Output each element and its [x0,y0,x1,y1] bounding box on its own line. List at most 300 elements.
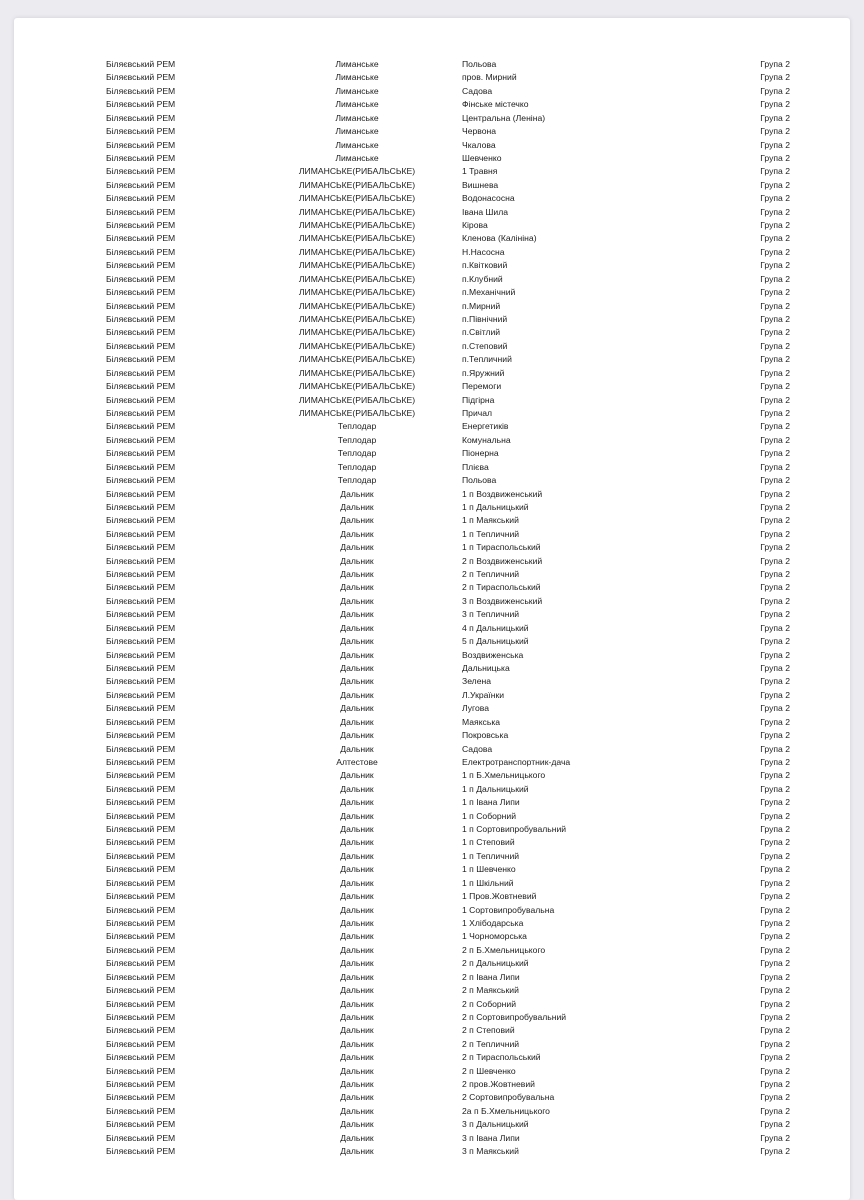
group-cell: Група 2 [760,1052,790,1063]
street-cell: 1 Травня [462,166,498,177]
settlement-cell: Теплодар [337,475,377,486]
table-row [14,1132,850,1145]
street-cell: п.Тепличний [462,354,512,365]
rem-cell: Біляєвський РЕМ [106,515,176,526]
settlement-cell: Теплодар [337,434,377,445]
settlement-cell: Дальник [340,958,374,969]
group-cell: Група 2 [760,783,790,794]
settlement-cell: Лиманське [335,85,379,96]
table-row [14,1011,850,1024]
settlement-cell: Дальник [340,528,374,539]
settlement-cell: Дальник [340,931,374,942]
table-row [14,729,850,742]
rem-cell: Біляєвський РЕМ [106,287,176,298]
street-cell: Івана Шила [462,206,509,217]
settlement-cell: Дальник [340,850,374,861]
table-row [14,810,850,823]
group-cell: Група 2 [760,850,790,861]
group-cell: Група 2 [760,515,790,526]
table-row [14,447,850,460]
table-row [14,1145,850,1158]
table-row [14,649,850,662]
table-row [14,998,850,1011]
street-cell: 2 пров.Жовтневий [462,1079,535,1090]
settlement-cell: Дальник [340,595,374,606]
street-cell: 1 п Шкільний [462,877,514,888]
outage-table [14,58,850,1159]
street-cell: 1 п Тепличний [462,528,520,539]
settlement-cell: Теплодар [337,461,377,472]
settlement-cell: Дальник [340,609,374,620]
table-row [14,152,850,165]
rem-cell: Біляєвський РЕМ [106,944,176,955]
group-cell: Група 2 [760,1092,790,1103]
group-cell: Група 2 [760,166,790,177]
street-cell: п.Степовий [462,340,508,351]
rem-cell: Біляєвський РЕМ [106,126,176,137]
street-cell: Кірова [462,220,488,231]
group-cell: Група 2 [760,756,790,767]
rem-cell: Біляєвський РЕМ [106,72,176,83]
group-cell: Група 2 [760,998,790,1009]
settlement-cell: Дальник [340,501,374,512]
settlement-cell: Дальник [340,1146,374,1157]
group-cell: Група 2 [760,126,790,137]
table-row [14,689,850,702]
group-cell: Група 2 [760,260,790,271]
street-cell: 2 п Б.Хмельницького [462,944,546,955]
settlement-cell: Дальник [340,944,374,955]
street-cell: пров. Мирний [462,72,517,83]
street-cell: Електротранспортник-дача [462,756,571,767]
street-cell: 3 п Дальницький [462,1119,529,1130]
table-row [14,380,850,393]
settlement-cell: ЛИМАНСЬКЕ(РИБАЛЬСЬКЕ) [298,193,416,204]
street-cell: п.Північний [462,314,508,325]
rem-cell: Біляєвський РЕМ [106,850,176,861]
street-cell: 2 п Тираспольський [462,582,541,593]
settlement-cell: Дальник [340,730,374,741]
group-cell: Група 2 [760,985,790,996]
settlement-cell: Дальник [340,582,374,593]
table-row [14,367,850,380]
settlement-cell: ЛИМАНСЬКЕ(РИБАЛЬСЬКЕ) [298,166,416,177]
table-row [14,528,850,541]
table-row [14,823,850,836]
settlement-cell: Дальник [340,1038,374,1049]
group-cell: Група 2 [760,287,790,298]
rem-cell: Біляєвський РЕМ [106,797,176,808]
rem-cell: Біляєвський РЕМ [106,662,176,673]
rem-cell: Біляєвський РЕМ [106,609,176,620]
street-cell: 1 п Сортовипробувальний [462,824,567,835]
rem-cell: Біляєвський РЕМ [106,273,176,284]
street-cell: Перемоги [462,381,502,392]
street-cell: 1 п Шевченко [462,864,516,875]
table-row [14,85,850,98]
street-cell: Фінське містечко [462,99,529,110]
table-row [14,300,850,313]
table-row [14,273,850,286]
rem-cell: Біляєвський РЕМ [106,179,176,190]
street-cell: Воздвиженська [462,649,524,660]
table-row [14,608,850,621]
settlement-cell: ЛИМАНСЬКЕ(РИБАЛЬСЬКЕ) [298,206,416,217]
group-cell: Група 2 [760,636,790,647]
group-cell: Група 2 [760,944,790,955]
group-cell: Група 2 [760,555,790,566]
table-row [14,1024,850,1037]
street-cell: Червона [462,126,497,137]
table-row [14,1038,850,1051]
rem-cell: Біляєвський РЕМ [106,394,176,405]
settlement-cell: Дальник [340,689,374,700]
settlement-cell: Дальник [340,918,374,928]
street-cell: 1 п Тепличний [462,850,520,861]
group-cell: Група 2 [760,488,790,499]
table-row [14,246,850,259]
settlement-cell: ЛИМАНСЬКЕ(РИБАЛЬСЬКЕ) [298,260,416,271]
table-row [14,984,850,997]
group-cell: Група 2 [760,662,790,673]
group-cell: Група 2 [760,730,790,741]
group-cell: Група 2 [760,233,790,244]
rem-cell: Біляєвський РЕМ [106,783,176,794]
rem-cell: Біляєвський РЕМ [106,327,176,338]
street-cell: п.Квітковий [462,260,508,271]
rem-cell: Біляєвський РЕМ [106,1052,176,1063]
table-row [14,743,850,756]
settlement-cell: Дальник [340,649,374,660]
settlement-cell: ЛИМАНСЬКЕ(РИБАЛЬСЬКЕ) [298,233,416,244]
rem-cell: Біляєвський РЕМ [106,649,176,660]
table-row [14,98,850,111]
group-cell: Група 2 [760,877,790,888]
street-cell: 2 п Дальницький [462,958,529,969]
settlement-cell: Дальник [340,1132,374,1143]
rem-cell: Біляєвський РЕМ [106,1079,176,1090]
settlement-cell: Дальник [340,676,374,687]
table-row [14,1065,850,1078]
group-cell: Група 2 [760,864,790,875]
rem-cell: Біляєвський РЕМ [106,1132,176,1143]
group-cell: Група 2 [760,528,790,539]
table-row [14,541,850,554]
street-cell: Польова [462,59,497,69]
group-cell: Група 2 [760,837,790,848]
street-cell: Причал [462,407,493,418]
street-cell: Плієва [462,461,489,472]
settlement-cell: Дальник [340,783,374,794]
street-cell: 2 п Соборний [462,998,517,1009]
settlement-cell: Дальник [340,703,374,714]
rem-cell: Біляєвський РЕМ [106,1119,176,1130]
table-row [14,971,850,984]
street-cell: 3 п Маякський [462,1146,519,1157]
street-cell: Вишнева [462,179,499,190]
table-row [14,1051,850,1064]
rem-cell: Біляєвський РЕМ [106,770,176,781]
group-cell: Група 2 [760,582,790,593]
group-cell: Група 2 [760,139,790,150]
settlement-cell: ЛИМАНСЬКЕ(РИБАЛЬСЬКЕ) [298,273,416,284]
table-row [14,488,850,501]
street-cell: 2 п Маякський [462,985,519,996]
settlement-cell: Дальник [340,810,374,821]
group-cell: Група 2 [760,220,790,231]
street-cell: Л.Українки [462,689,505,700]
group-cell: Група 2 [760,475,790,486]
group-cell: Група 2 [760,112,790,123]
rem-cell: Біляєвський РЕМ [106,582,176,593]
table-row [14,783,850,796]
table-row [14,917,850,930]
group-cell: Група 2 [760,1011,790,1022]
street-cell: 2 п Тираспольський [462,1052,541,1063]
rem-cell: Біляєвський РЕМ [106,461,176,472]
rem-cell: Біляєвський РЕМ [106,1146,176,1157]
group-cell: Група 2 [760,542,790,553]
settlement-cell: Лиманське [335,139,379,150]
table-row [14,568,850,581]
settlement-cell: Дальник [340,1052,374,1063]
table-row [14,702,850,715]
group-cell: Група 2 [760,434,790,445]
rem-cell: Біляєвський РЕМ [106,730,176,741]
settlement-cell: Дальник [340,1065,374,1076]
table-row [14,58,850,71]
group-cell: Група 2 [760,300,790,311]
rem-cell: Біляєвський РЕМ [106,1011,176,1022]
street-cell: Польова [462,475,497,486]
rem-cell: Біляєвський РЕМ [106,314,176,325]
rem-cell: Біляєвський РЕМ [106,877,176,888]
settlement-cell: ЛИМАНСЬКЕ(РИБАЛЬСЬКЕ) [298,287,416,298]
rem-cell: Біляєвський РЕМ [106,918,176,928]
table-row [14,394,850,407]
street-cell: 1 п Воздвиженський [462,488,543,499]
table-row [14,662,850,675]
table-row [14,1118,850,1131]
street-cell: п.Клубний [462,273,503,284]
settlement-cell: ЛИМАНСЬКЕ(РИБАЛЬСЬКЕ) [298,300,416,311]
street-cell: 2 п Сортовипробувальний [462,1011,567,1022]
settlement-cell: Дальник [340,891,374,902]
settlement-cell: Дальник [340,770,374,781]
rem-cell: Біляєвський РЕМ [106,407,176,418]
rem-cell: Біляєвський РЕМ [106,421,176,432]
street-cell: 1 п Дальницький [462,783,529,794]
street-cell: 1 Хлібодарська [462,918,524,928]
group-cell: Група 2 [760,676,790,687]
rem-cell: Біляєвський РЕМ [106,152,176,163]
settlement-cell: Дальник [340,1119,374,1130]
group-cell: Група 2 [760,354,790,365]
street-cell: Водонасосна [462,193,515,204]
rem-cell: Біляєвський РЕМ [106,971,176,982]
street-cell: Енергетиків [462,421,509,432]
street-cell: 1 Чорноморська [462,931,527,942]
settlement-cell: Теплодар [337,448,377,459]
settlement-cell: Дальник [340,824,374,835]
street-cell: 3 п Тепличний [462,609,520,620]
group-cell: Група 2 [760,1119,790,1130]
street-cell: Піонерна [462,448,499,459]
group-cell: Група 2 [760,931,790,942]
settlement-cell: Дальник [340,1092,374,1103]
table-row [14,836,850,849]
rem-cell: Біляєвський РЕМ [106,112,176,123]
group-cell: Група 2 [760,609,790,620]
settlement-cell: Дальник [340,904,374,915]
table-row [14,353,850,366]
street-cell: 1 п Соборний [462,810,517,821]
settlement-cell: Дальник [340,662,374,673]
group-cell: Група 2 [760,461,790,472]
rem-cell: Біляєвський РЕМ [106,206,176,217]
settlement-cell: Лиманське [335,99,379,110]
settlement-cell: Дальник [340,515,374,526]
group-cell: Група 2 [760,958,790,969]
group-cell: Група 2 [760,904,790,915]
table-row [14,461,850,474]
group-cell: Група 2 [760,971,790,982]
group-cell: Група 2 [760,59,790,69]
rem-cell: Біляєвський РЕМ [106,542,176,553]
table-row [14,622,850,635]
group-cell: Група 2 [760,649,790,660]
rem-cell: Біляєвський РЕМ [106,1092,176,1103]
street-cell: 1 п Тираспольський [462,542,541,553]
group-cell: Група 2 [760,1065,790,1076]
table-row [14,1105,850,1118]
table-row [14,850,850,863]
street-cell: Покровська [462,730,509,741]
rem-cell: Біляєвський РЕМ [106,985,176,996]
rem-cell: Біляєвський РЕМ [106,569,176,580]
rem-cell: Біляєвський РЕМ [106,475,176,486]
group-cell: Група 2 [760,99,790,110]
table-row [14,1078,850,1091]
settlement-cell: ЛИМАНСЬКЕ(РИБАЛЬСЬКЕ) [298,220,416,231]
table-row [14,125,850,138]
settlement-cell: Алтестове [336,756,378,767]
street-cell: 1 п Б.Хмельницького [462,770,546,781]
street-cell: 2а п Б.Хмельницького [462,1105,550,1116]
street-cell: 2 п Степовий [462,1025,515,1036]
table-row [14,192,850,205]
settlement-cell: Дальник [340,837,374,848]
street-cell: Комунальна [462,434,511,445]
rem-cell: Біляєвський РЕМ [106,220,176,231]
group-cell: Група 2 [760,1146,790,1157]
settlement-cell: Дальник [340,1079,374,1090]
document-page [14,18,850,1200]
rem-cell: Біляєвський РЕМ [106,1065,176,1076]
street-cell: 3 п Воздвиженський [462,595,543,606]
rem-cell: Біляєвський РЕМ [106,837,176,848]
rem-cell: Біляєвський РЕМ [106,434,176,445]
settlement-cell: Теплодар [337,421,377,432]
table-row [14,957,850,970]
settlement-cell: Дальник [340,998,374,1009]
group-cell: Група 2 [760,72,790,83]
group-cell: Група 2 [760,1105,790,1116]
settlement-cell: Дальник [340,716,374,727]
street-cell: 2 п Івана Липи [462,971,520,982]
street-cell: п.Мирний [462,300,501,311]
rem-cell: Біляєвський РЕМ [106,340,176,351]
rem-cell: Біляєвський РЕМ [106,931,176,942]
rem-cell: Біляєвський РЕМ [106,743,176,754]
table-row [14,716,850,729]
rem-cell: Біляєвський РЕМ [106,448,176,459]
table-row [14,904,850,917]
street-cell: 2 п Шевченко [462,1065,516,1076]
table-row [14,420,850,433]
settlement-cell: ЛИМАНСЬКЕ(РИБАЛЬСЬКЕ) [298,354,416,365]
rem-cell: Біляєвський РЕМ [106,555,176,566]
settlement-cell: Дальник [340,985,374,996]
settlement-cell: ЛИМАНСЬКЕ(РИБАЛЬСЬКЕ) [298,327,416,338]
street-cell: п.Механічний [462,287,516,298]
group-cell: Група 2 [760,340,790,351]
street-cell: 2 п Тепличний [462,1038,520,1049]
street-cell: 1 Сортовипробувальна [462,904,555,915]
settlement-cell: Дальник [340,1105,374,1116]
street-cell: Лугова [462,703,490,714]
group-cell: Група 2 [760,407,790,418]
rem-cell: Біляєвський РЕМ [106,260,176,271]
table-row [14,407,850,420]
rem-cell: Біляєвський РЕМ [106,233,176,244]
table-row [14,1091,850,1104]
group-cell: Група 2 [760,193,790,204]
street-cell: Кленова (Калініна) [462,233,537,244]
rem-cell: Біляєвський РЕМ [106,998,176,1009]
table-row [14,474,850,487]
table-row [14,71,850,84]
table-row [14,165,850,178]
group-cell: Група 2 [760,797,790,808]
table-row [14,944,850,957]
settlement-cell: Дальник [340,797,374,808]
group-cell: Група 2 [760,622,790,633]
group-cell: Група 2 [760,448,790,459]
group-cell: Група 2 [760,770,790,781]
settlement-cell: Дальник [340,488,374,499]
group-cell: Група 2 [760,918,790,928]
street-cell: Чкалова [462,139,496,150]
settlement-cell: Дальник [340,1011,374,1022]
settlement-cell: ЛИМАНСЬКЕ(РИБАЛЬСЬКЕ) [298,340,416,351]
group-cell: Група 2 [760,206,790,217]
rem-cell: Біляєвський РЕМ [106,756,176,767]
table-row [14,555,850,568]
group-cell: Група 2 [760,381,790,392]
table-row [14,326,850,339]
street-cell: 2 п Тепличний [462,569,520,580]
settlement-cell: Лиманське [335,126,379,137]
settlement-cell: ЛИМАНСЬКЕ(РИБАЛЬСЬКЕ) [298,314,416,325]
table-row [14,232,850,245]
rem-cell: Біляєвський РЕМ [106,381,176,392]
street-cell: Садова [462,85,493,96]
table-row [14,581,850,594]
rem-cell: Біляєвський РЕМ [106,1105,176,1116]
group-cell: Група 2 [760,824,790,835]
rem-cell: Біляєвський РЕМ [106,59,176,69]
